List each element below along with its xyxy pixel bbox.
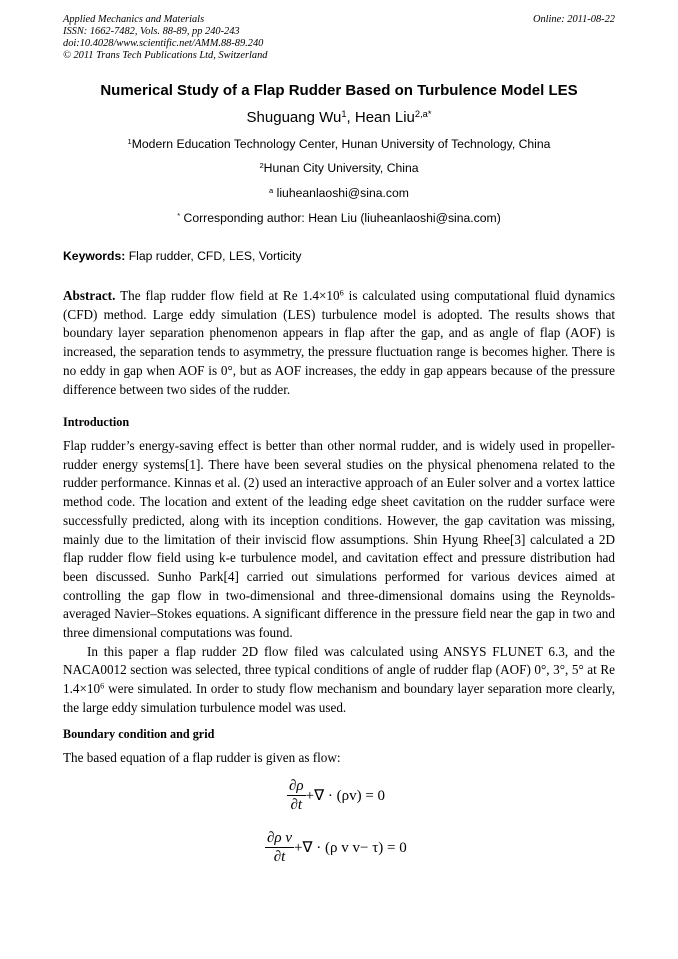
equation-remainder: +∇ · (ρ v v− τ) = 0 [294, 840, 407, 856]
fraction-numerator: ∂ρ [289, 778, 304, 794]
author-separator: , [346, 109, 355, 126]
journal-header [63, 14, 615, 62]
affiliation-marker: * [177, 210, 181, 220]
author-superscript: 2,a* [414, 108, 432, 119]
introduction-paragraph-1: Flap rudder’s energy-saving effect is better than other normal rudder, and is widely used in propeller-rudder energy systems[1]. There have been several studies on the physical phenomena related to the rudder performance. Kinnas et al. (2) used an interactive approach of an Euler solver and a vortex lattice method code. The location and extent of the leading edge sheet cavitation on the rudder surface were successfully predicted, along with its inception conditions. However, the gap cavitation was missing, mainly due to the limitation of their inviscid flow assumptions. Shin Hyung Rhee[3] calculated a 2D flap rudder flow field using k-e turbulence model, and cavitation effect and pressure distribution had been discussed. Sunho Park[4] carried out simulations performed for various devices aimed at controlling the gap flow in two-dimensional and three-dimensional domains using the Reynolds-averaged Navier–Stokes equations. A significant difference in the pressure field near the gap in two and three dimensional computations was found. [63, 438, 615, 641]
copyright-line: © 2011 Trans Tech Publications Ltd, Switzerland [63, 50, 268, 61]
affiliation-marker: a [269, 185, 274, 195]
affiliation-marker: 1 [127, 136, 132, 146]
affiliation-1 [63, 137, 615, 151]
keywords-text: Flap rudder, CFD, LES, Vorticity [128, 249, 302, 263]
abstract-text: The flap rudder flow field at Re 1.4×10 [120, 288, 340, 303]
introduction-paragraph-2 [63, 643, 615, 718]
fraction-denominator: ∂t [290, 797, 303, 813]
continuity-equation [287, 777, 385, 814]
author-line [63, 109, 615, 126]
corresponding-author [63, 211, 615, 225]
doi-line[interactable]: doi:10.4028/www.scientific.net/AMM.88-89.240 [63, 38, 264, 49]
equation-fraction [265, 829, 294, 866]
equation-remainder: +∇ · (ρv) = 0 [305, 788, 386, 804]
keywords-label: Keywords: [63, 249, 126, 263]
affiliation-email [63, 186, 615, 200]
paragraph-text: In this paper a flap rudder 2D flow filed was calculated using ANSYS FLUNET 6.3, and the NACA0012 section was selected, three typical conditions of angle of rudder flap (AOF) 0°, 3°, 5° at Re 1.4×10 [63, 643, 615, 697]
author-name: Hean Liu [354, 109, 415, 126]
paragraph-text: were simulated. In order to study flow mechanism and boundary layer separation more clearly, the large eddy simulation turbulence model was used. [63, 681, 616, 715]
affiliation-2 [63, 161, 615, 175]
author-superscript: 1 [341, 108, 347, 119]
section-heading-boundary: Boundary condition and grid [63, 727, 215, 741]
online-date: Online: 2011-08-22 [532, 14, 615, 25]
email-link[interactable]: liuheanlaoshi@sina.com [276, 186, 409, 200]
paragraph-exponent: 6 [100, 681, 105, 691]
author-name: Shuguang Wu [246, 109, 342, 126]
affiliation-text: Modern Education Technology Center, Hunan University of Technology, China [131, 137, 551, 151]
keywords [63, 249, 615, 263]
corresponding-text: Corresponding author: Hean Liu (liuheanlaoshi@sina.com) [183, 211, 501, 225]
momentum-equation [265, 829, 407, 866]
affiliation-marker: 2 [259, 160, 264, 170]
affiliation-text: Hunan City University, China [263, 161, 419, 175]
paper-title: Numerical Study of a Flap Rudder Based on Turbulence Model LES [100, 82, 578, 99]
fraction-numerator: ∂ρ v [267, 830, 293, 846]
abstract-exponent: 6 [339, 288, 344, 298]
abstract-label: Abstract. [63, 288, 116, 303]
issn-line: ISSN: 1662-7482, Vols. 88-89, pp 240-243 [63, 26, 240, 37]
abstract [63, 287, 615, 399]
boundary-intro-text: The based equation of a flap rudder is given as flow: [63, 750, 341, 765]
journal-name: Applied Mechanics and Materials [63, 14, 205, 25]
section-heading-introduction: Introduction [63, 415, 130, 429]
abstract-text: is calculated using computational fluid dynamics (CFD) method. Large eddy simulation (LES) turbulence model is adopted. The results shows that boundary layer separation phenomenon appears in flap after the gap, and as angle of flap (AOF) is increased, the separation tends to asymmetry, the pressure fluctuation range is becomes higher. There is no eddy in gap when AOF is 0°, but as AOF increases, the eddy in gap appears because of the pressure difference between two sides of the rudder. [63, 288, 616, 397]
fraction-denominator: ∂t [273, 849, 286, 865]
introduction-body [63, 437, 615, 718]
equation-fraction [287, 777, 306, 814]
